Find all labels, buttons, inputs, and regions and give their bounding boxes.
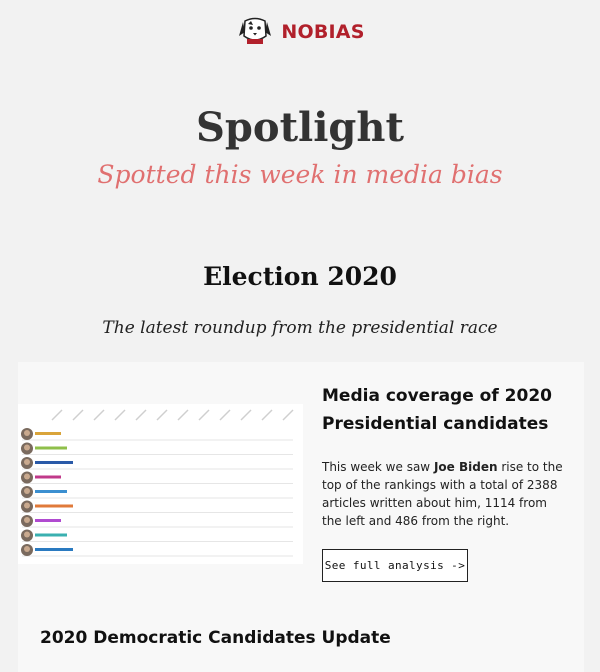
- column-header-mark: [199, 410, 209, 420]
- page-subtitle: Spotted this week in media bias: [97, 160, 503, 189]
- candidate-avatar-face: [24, 430, 30, 436]
- candidate-label-mark: [35, 519, 61, 522]
- candidate-label-mark: [35, 505, 73, 508]
- candidate-label-mark: [35, 476, 61, 479]
- card-body: [322, 458, 570, 530]
- candidate-avatar-face: [24, 474, 30, 480]
- candidate-avatar-face: [24, 459, 30, 465]
- column-header-mark: [157, 410, 167, 420]
- column-header-mark: [52, 410, 62, 420]
- candidate-avatar-face: [24, 517, 30, 523]
- dog-logo-icon: [235, 16, 275, 48]
- column-header-mark: [136, 410, 146, 420]
- column-header-mark: [73, 410, 83, 420]
- candidate-label-mark: [35, 548, 73, 551]
- brand-name: NOBIAS: [281, 21, 365, 43]
- column-header-mark: [241, 410, 251, 420]
- section-title: Election 2020: [203, 262, 397, 291]
- candidate-avatar-face: [24, 488, 30, 494]
- candidate-avatar-face: [24, 532, 30, 538]
- candidate-label-mark: [35, 534, 67, 537]
- coverage-chart-thumbnail[interactable]: [18, 404, 303, 564]
- page-title: Spotlight: [196, 104, 404, 151]
- column-header-mark: [283, 410, 293, 420]
- see-full-analysis-button[interactable]: See full analysis ->: [322, 549, 468, 582]
- highlighted-candidate: Joe Biden: [433, 460, 498, 474]
- column-header-mark: [178, 410, 188, 420]
- brand-logo[interactable]: [0, 16, 600, 48]
- candidate-label-mark: [35, 432, 61, 435]
- card-body-rest: rise to the top of the rankings with a total of 2388 articles written about him, 1114 from the left and 486 from the right.: [322, 460, 563, 528]
- column-header-mark: [262, 410, 272, 420]
- candidate-label-mark: [35, 447, 67, 450]
- candidate-label-mark: [35, 461, 73, 464]
- card-body-lead: This week we saw: [322, 460, 434, 474]
- coverage-chart-svg: [18, 404, 303, 564]
- column-header-mark: [220, 410, 230, 420]
- next-section-title: 2020 Democratic Candidates Update: [40, 628, 391, 648]
- candidate-avatar-face: [24, 445, 30, 451]
- column-header-mark: [94, 410, 104, 420]
- section-subtitle: The latest roundup from the presidential race: [102, 318, 498, 338]
- coverage-card: [18, 362, 584, 672]
- candidate-label-mark: [35, 490, 67, 493]
- candidate-avatar-face: [24, 503, 30, 509]
- card-title: Media coverage of 2020 Presidential candidates: [322, 386, 552, 434]
- column-header-mark: [115, 410, 125, 420]
- candidate-avatar-face: [24, 546, 30, 552]
